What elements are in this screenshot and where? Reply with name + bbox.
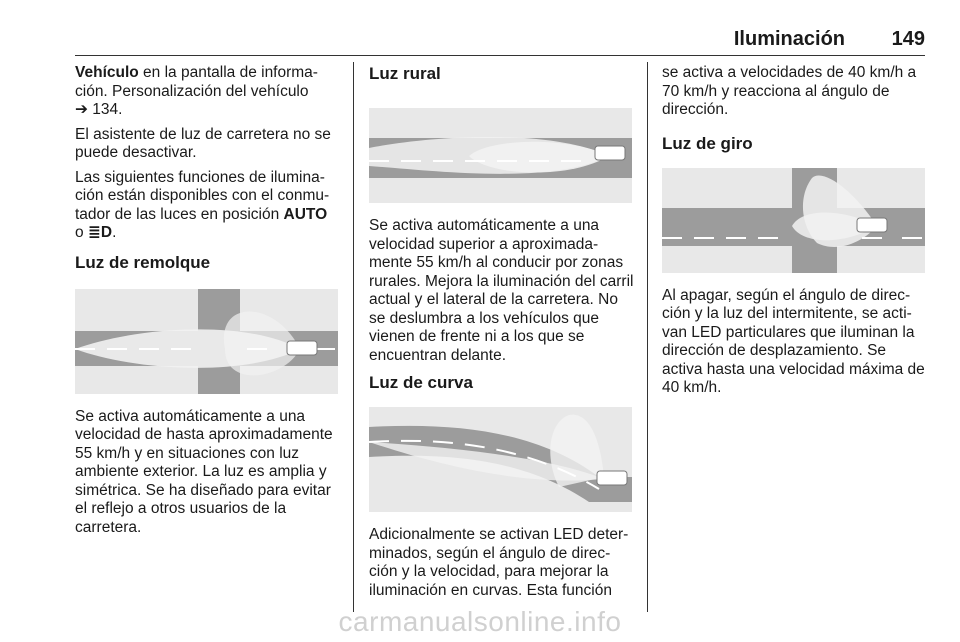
paragraph-vehicle (75, 64, 340, 120)
curva-illustration (369, 407, 632, 512)
rural-illustration (369, 108, 632, 203)
column-2 (369, 64, 635, 606)
section-title: Iluminación (733, 28, 845, 50)
paragraph-curva: Adicionalmente se activan LED deter-minados, según el ángulo de direc-ción y la velocidad, para mejorar la iluminación en curvas. Esta función (369, 526, 629, 599)
remolque-illustration (75, 289, 338, 394)
headlight-symbol-icon: ≣D (87, 224, 113, 241)
giro-illustration (662, 168, 925, 273)
heading-curva: Luz de curva (369, 373, 473, 392)
paragraph-remolque: Se activa automáticamente a una velocidad de hasta aproximadamente 55 km/h y en situaciones con luz ambiente exterior. La luz es amplia y simétrica. Se ha diseñado para evitar el reflejo a otros usuarios de la carretera. (75, 407, 333, 536)
paragraph-functions (75, 169, 340, 243)
heading-remolque: Luz de remolque (75, 252, 211, 272)
vehicle-text: en la pantalla de informa-ción. Personalización del vehículo (75, 64, 318, 100)
vehicle-term: Vehículo (75, 64, 139, 81)
period: . (112, 224, 117, 241)
column-divider-1 (353, 62, 354, 612)
paragraph-giro: Al apagar, según el ángulo de direc-ción y la luz del intermitente, se acti-van LED particulares que iluminan la dirección de desplazamiento. Se activa hasta una velocidad máxima de 40 km/h. (662, 286, 925, 396)
functions-text: Las siguientes funciones de ilumina-ción están disponibles con el conmu-tador de las luces en posición (75, 168, 330, 223)
heading-giro: Luz de giro (662, 133, 753, 153)
heading-rural: Luz rural (369, 64, 441, 83)
paragraph-assistant: El asistente de luz de carretera no se puede desactivar. (75, 125, 331, 161)
watermark: carmanualsonline.info (338, 606, 622, 637)
page-header (75, 28, 925, 52)
header-rule (75, 55, 925, 56)
column-3 (662, 64, 928, 404)
auto-label: AUTO (283, 205, 328, 223)
column-divider-2 (647, 62, 648, 612)
paragraph-rural: Se activa automáticamente a una velocidad superior a aproximada-mente 55 km/h al conducir por zonas rurales. Mejora la iluminación del carril actual y el lateral de la carretera. No se deslumbra a los vehículos que vienen de frente ni a los que se encuentran delante. (369, 217, 634, 364)
column-1 (75, 64, 340, 543)
page-reference: ➔ 134. (75, 101, 123, 118)
page-number: 149 (891, 28, 925, 50)
or-text: o (75, 224, 88, 241)
paragraph-curva-continued: se activa a velocidades de 40 km/h a 70 km/h y reacciona al ángulo de dirección. (662, 64, 917, 118)
